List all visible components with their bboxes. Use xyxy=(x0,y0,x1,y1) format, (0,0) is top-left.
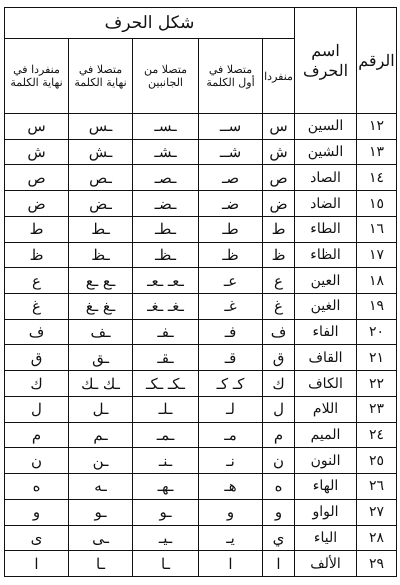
row-number: ١٧ xyxy=(357,242,397,268)
row-initial-form: عـ xyxy=(199,268,263,294)
row-isolated-form: ه xyxy=(263,474,295,500)
row-initial-form: نـ xyxy=(199,448,263,474)
table-row xyxy=(5,216,397,242)
row-final-connected-form: ـش xyxy=(69,139,133,165)
row-final-isolated-form: ه xyxy=(5,474,69,500)
row-medial-form: ـظـ xyxy=(133,242,199,268)
row-isolated-form: غ xyxy=(263,294,295,320)
table-row xyxy=(5,165,397,191)
row-medial-form: ـضـ xyxy=(133,191,199,217)
row-final-connected-form: ـم xyxy=(69,422,133,448)
row-final-isolated-form: ك xyxy=(5,371,69,397)
row-final-isolated-form: ق xyxy=(5,345,69,371)
row-isolated-form: ط xyxy=(263,216,295,242)
header-letter-name: اسم الحرف xyxy=(295,8,357,114)
table-row xyxy=(5,474,397,500)
row-medial-form: ـمـ xyxy=(133,422,199,448)
row-number: ١٦ xyxy=(357,216,397,242)
row-isolated-form: و xyxy=(263,499,295,525)
row-number: ٢١ xyxy=(357,345,397,371)
row-isolated-form: ن xyxy=(263,448,295,474)
row-final-connected-form: ـف xyxy=(69,319,133,345)
row-medial-form: ـقـ xyxy=(133,345,199,371)
row-medial-form: ـا xyxy=(133,551,199,577)
table-row xyxy=(5,396,397,422)
row-final-connected-form: ـع ـع xyxy=(69,268,133,294)
row-letter-name: الطاء xyxy=(295,216,357,242)
header-shape-group: شكل الحرف xyxy=(5,8,295,39)
row-initial-form: شــ xyxy=(199,139,263,165)
row-isolated-form: ض xyxy=(263,191,295,217)
table-row xyxy=(5,525,397,551)
row-letter-name: العين xyxy=(295,268,357,294)
row-final-isolated-form: ى xyxy=(5,525,69,551)
row-final-connected-form: ـط xyxy=(69,216,133,242)
row-final-isolated-form: م xyxy=(5,422,69,448)
row-medial-form: ـعـ ـعـ xyxy=(133,268,199,294)
row-number: ١٥ xyxy=(357,191,397,217)
row-number: ١٣ xyxy=(357,139,397,165)
row-final-isolated-form: و xyxy=(5,499,69,525)
row-letter-name: الواو xyxy=(295,499,357,525)
row-number: ٢٩ xyxy=(357,551,397,577)
table-row xyxy=(5,551,397,577)
table-body xyxy=(5,114,397,577)
header-initial: متصلا في أول الكلمة xyxy=(199,39,263,114)
row-final-isolated-form: س xyxy=(5,114,69,140)
row-final-connected-form: ـل xyxy=(69,396,133,422)
table-row xyxy=(5,114,397,140)
row-medial-form: ـسـ xyxy=(133,114,199,140)
row-initial-form: و xyxy=(199,499,263,525)
row-final-connected-form: ـى xyxy=(69,525,133,551)
row-medial-form: ـصـ xyxy=(133,165,199,191)
row-letter-name: الظاء xyxy=(295,242,357,268)
row-letter-name: الألف xyxy=(295,551,357,577)
row-medial-form: ـو xyxy=(133,499,199,525)
row-isolated-form: ش xyxy=(263,139,295,165)
table-row xyxy=(5,448,397,474)
table-header xyxy=(5,8,397,114)
row-isolated-form: س xyxy=(263,114,295,140)
row-isolated-form: ف xyxy=(263,319,295,345)
row-letter-name: الغين xyxy=(295,294,357,320)
row-final-isolated-form: ض xyxy=(5,191,69,217)
row-letter-name: القاف xyxy=(295,345,357,371)
row-final-isolated-form: ن xyxy=(5,448,69,474)
row-final-connected-form: ـس xyxy=(69,114,133,140)
row-initial-form: ظـ xyxy=(199,242,263,268)
row-number: ١٤ xyxy=(357,165,397,191)
table-row xyxy=(5,294,397,320)
row-final-isolated-form: ص xyxy=(5,165,69,191)
row-isolated-form: ق xyxy=(263,345,295,371)
row-initial-form: يـ xyxy=(199,525,263,551)
row-number: ١٩ xyxy=(357,294,397,320)
letter-forms-table xyxy=(4,7,397,577)
row-number: ٢٦ xyxy=(357,474,397,500)
table-row xyxy=(5,191,397,217)
row-isolated-form: ك xyxy=(263,371,295,397)
row-number: ١٨ xyxy=(357,268,397,294)
row-final-connected-form: ـظ xyxy=(69,242,133,268)
row-initial-form: مـ xyxy=(199,422,263,448)
row-letter-name: الشين xyxy=(295,139,357,165)
row-initial-form: قـ xyxy=(199,345,263,371)
table-row xyxy=(5,242,397,268)
header-final-isolated: منفردا في نهاية الكلمة xyxy=(5,39,69,114)
row-final-isolated-form: غ xyxy=(5,294,69,320)
row-number: ٢٤ xyxy=(357,422,397,448)
row-final-connected-form: ـص xyxy=(69,165,133,191)
row-medial-form: ـكـ ـكـ xyxy=(133,371,199,397)
row-initial-form: ضـ xyxy=(199,191,263,217)
row-initial-form: كـ كـ xyxy=(199,371,263,397)
row-final-isolated-form: ط xyxy=(5,216,69,242)
row-initial-form: لـ xyxy=(199,396,263,422)
row-letter-name: الضاد xyxy=(295,191,357,217)
table-row xyxy=(5,345,397,371)
row-final-connected-form: ـغ ـغ xyxy=(69,294,133,320)
header-number: الرقم xyxy=(357,8,397,114)
table-row xyxy=(5,268,397,294)
header-medial: متصلا من الجانبين xyxy=(133,39,199,114)
row-initial-form: غـ xyxy=(199,294,263,320)
row-initial-form: فـ xyxy=(199,319,263,345)
row-isolated-form: ل xyxy=(263,396,295,422)
row-letter-name: الكاف xyxy=(295,371,357,397)
row-number: ٢٧ xyxy=(357,499,397,525)
row-final-connected-form: ـك ـك xyxy=(69,371,133,397)
header-isolated: منفردا xyxy=(263,39,295,114)
row-final-connected-form: ـه xyxy=(69,474,133,500)
row-final-isolated-form: ظ xyxy=(5,242,69,268)
row-final-isolated-form: ع xyxy=(5,268,69,294)
row-final-connected-form: ـن xyxy=(69,448,133,474)
row-letter-name: اللام xyxy=(295,396,357,422)
row-medial-form: ـهـ xyxy=(133,474,199,500)
row-initial-form: طـ xyxy=(199,216,263,242)
row-initial-form: هـ xyxy=(199,474,263,500)
row-letter-name: النون xyxy=(295,448,357,474)
row-letter-name: الياء xyxy=(295,525,357,551)
row-initial-form: ا xyxy=(199,551,263,577)
row-medial-form: ـغـ ـغـ xyxy=(133,294,199,320)
row-letter-name: الهاء xyxy=(295,474,357,500)
row-final-isolated-form: ل xyxy=(5,396,69,422)
row-letter-name: الميم xyxy=(295,422,357,448)
table-row xyxy=(5,319,397,345)
row-number: ١٢ xyxy=(357,114,397,140)
row-letter-name: الصاد xyxy=(295,165,357,191)
row-final-connected-form: ـق xyxy=(69,345,133,371)
row-medial-form: ـيـ xyxy=(133,525,199,551)
row-number: ٢٣ xyxy=(357,396,397,422)
row-isolated-form: ص xyxy=(263,165,295,191)
row-medial-form: ـنـ xyxy=(133,448,199,474)
row-initial-form: صـ xyxy=(199,165,263,191)
row-final-isolated-form: ف xyxy=(5,319,69,345)
row-medial-form: ـطـ xyxy=(133,216,199,242)
row-final-isolated-form: ش xyxy=(5,139,69,165)
row-number: ٢٠ xyxy=(357,319,397,345)
row-final-connected-form: ـض xyxy=(69,191,133,217)
row-medial-form: ـشـ xyxy=(133,139,199,165)
table-row xyxy=(5,139,397,165)
row-final-isolated-form: ا xyxy=(5,551,69,577)
row-isolated-form: م xyxy=(263,422,295,448)
row-isolated-form: ي xyxy=(263,525,295,551)
row-final-connected-form: ـو xyxy=(69,499,133,525)
row-number: ٢٥ xyxy=(357,448,397,474)
header-final-connected: متصلا في نهاية الكلمة xyxy=(69,39,133,114)
row-medial-form: ـفـ xyxy=(133,319,199,345)
row-number: ٢٨ xyxy=(357,525,397,551)
row-isolated-form: ع xyxy=(263,268,295,294)
row-final-connected-form: ـا xyxy=(69,551,133,577)
row-number: ٢٢ xyxy=(357,371,397,397)
row-initial-form: ســ xyxy=(199,114,263,140)
table-row xyxy=(5,422,397,448)
row-isolated-form: ا xyxy=(263,551,295,577)
table-row xyxy=(5,499,397,525)
row-letter-name: السين xyxy=(295,114,357,140)
row-isolated-form: ظ xyxy=(263,242,295,268)
row-letter-name: الفاء xyxy=(295,319,357,345)
table-row xyxy=(5,371,397,397)
row-medial-form: ـلـ xyxy=(133,396,199,422)
